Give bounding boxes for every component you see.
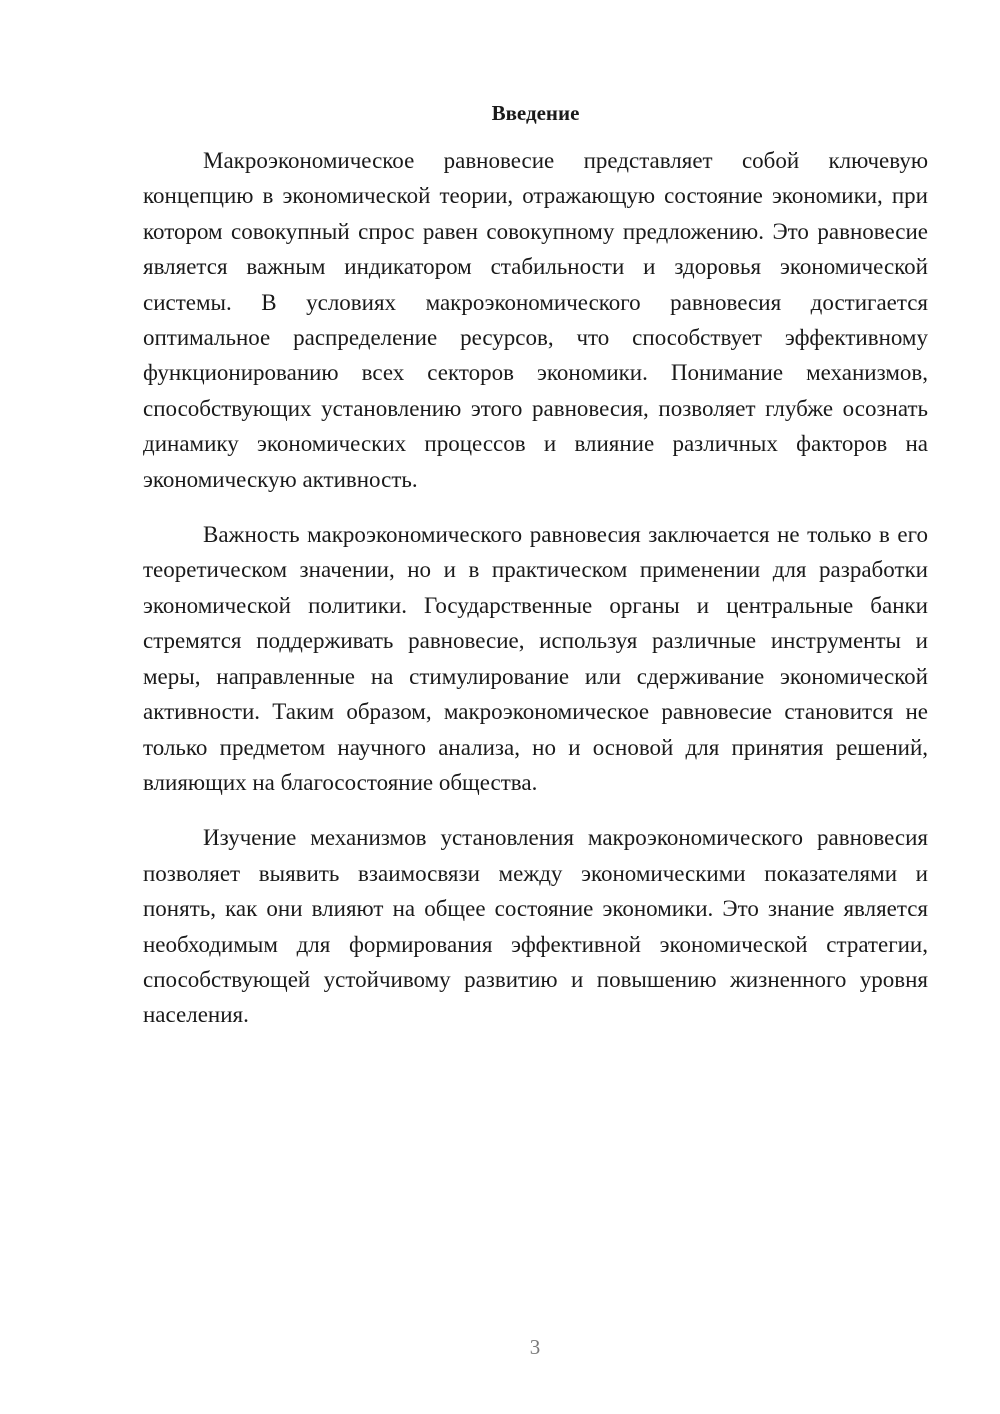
paragraph-1: Макроэкономическое равновесие представляет собой ключевую концепцию в экономической теории, отражающую состояние экономики, при котором совокупный спрос равен совокупному предложению. Это равновесие является важным индикатором стабильности и здоровья экономической системы. В условиях макроэкономического равновесия достигается оптимальное распределение ресурсов, что способствует эффективному функционированию всех секторов экономики. Понимание механизмов, способствующих установлению этого равновесия, позволяет глубже осознать динамику экономических процессов и влияние различных факторов на экономическую активность. <box>143 148 928 492</box>
paragraph-2: Важность макроэкономического равновесия заключается не только в его теоретическом значении, но и в практическом применении для разработки экономической политики. Государственные органы и центральные банки стремятся поддерживать равновесие, используя различные инструменты и меры, направленные на стимулирование или сдерживание экономической активности. Таким образом, макроэкономическое равновесие становится не только предметом научного анализа, но и основой для принятия решений, влияющих на благосостояние общества. <box>143 522 928 795</box>
section-heading: Введение <box>491 101 580 125</box>
section-body <box>143 143 928 1053</box>
paragraph-3: Изучение механизмов установления макроэкономического равновесия позволяет выявить взаимосвязи между экономическими показателями и понять, как они влияют на общее состояние экономики. Это знание является необходимым для формирования эффективной экономической стратегии, способствующей устойчивому развитию и повышению жизненного уровня населения. <box>143 825 928 1028</box>
page-number: 3 <box>529 1335 541 1359</box>
